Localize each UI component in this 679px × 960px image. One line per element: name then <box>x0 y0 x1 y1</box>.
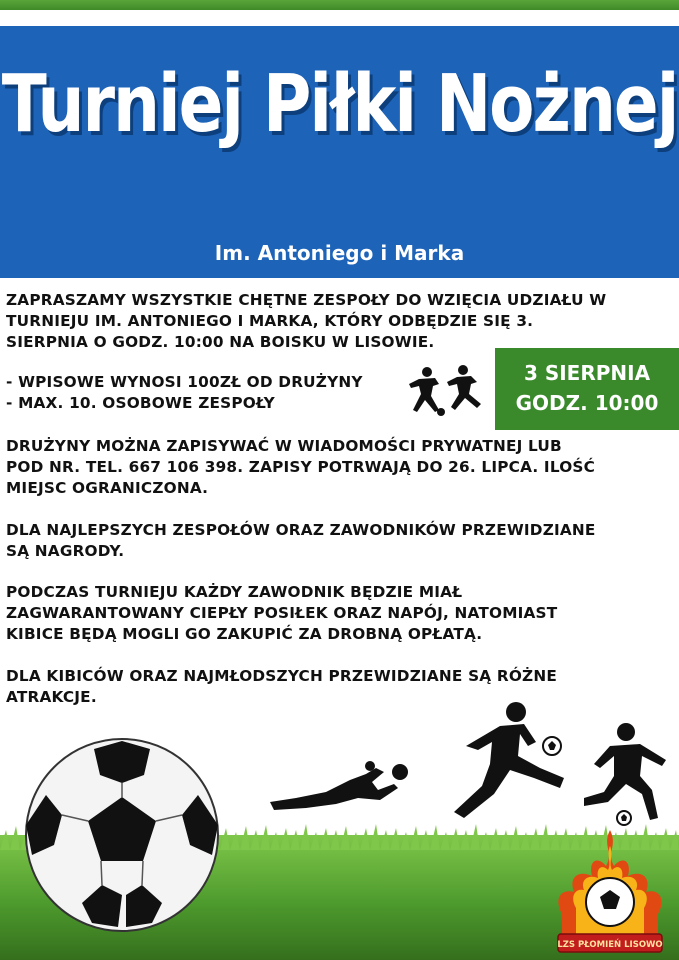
attractions-paragraph: DLA KIBICÓW ORAZ NAJMŁODSZYCH PRZEWIDZIANE SĄ RÓŻNE ATRAKCJE. <box>6 667 557 706</box>
player-kicking-icon <box>444 698 568 824</box>
rules-paragraph: - WPISOWE WYNOSI 100ZŁ OD DRUŻYNY - MAX. 10. OSOBOWE ZESPOŁY <box>6 373 363 412</box>
page-title: Turniej Piłki Nożnej <box>1 58 678 151</box>
club-logo-text: LZS PŁOMIEŃ LISOWO <box>557 940 663 950</box>
meals-paragraph: PODCZAS TURNIEJU KAŻDY ZAWODNIK BĘDZIE MIAŁ ZAGWARANTOWANY CIEPŁY POSIŁEK ORAZ NAPÓJ, NATOMIAST KIBICE BĘDĄ MOGLI GO ZAKUPIĆ ZA DROBNĄ OPŁATĄ. <box>6 583 558 643</box>
prizes-paragraph: DLA NAJLEPSZYCH ZESPOŁÓW ORAZ ZAWODNIKÓW PRZEWIDZIANE SĄ NAGRODY. <box>6 521 596 560</box>
intro-paragraph: ZAPRASZAMY WSZYSTKIE CHĘTNE ZESPOŁY DO WZIĘCIA UDZIAŁU W TURNIEJU IM. ANTONIEGO I MARKA, KTÓRY ODBĘDZIE SIĘ 3. SIERPNIA O GODZ. 10:00 NA BOISKU W LISOWIE. <box>6 291 607 351</box>
top-grass-strip <box>0 0 679 10</box>
date-box <box>495 348 679 430</box>
club-logo-icon <box>548 826 672 956</box>
goalkeeper-silhouette-icon <box>266 758 412 812</box>
player-running-icon <box>580 720 672 830</box>
page-subtitle: Im. Antoniego i Marka <box>214 241 465 265</box>
registration-paragraph: DRUŻYNY MOŻNA ZAPISYWAĆ W WIADOMOŚCI PRYWATNEJ LUB POD NR. TEL. 667 106 398. ZAPISY POTRWAJĄ DO 26. LIPCA. ILOŚĆ MIEJSC OGRANICZONA. <box>6 437 596 497</box>
time-label: GODZ. 10:00 <box>515 391 659 415</box>
date-label: 3 SIERPNIA <box>523 361 651 385</box>
soccer-ball-icon <box>22 735 222 935</box>
player-silhouette-icon <box>405 364 487 418</box>
